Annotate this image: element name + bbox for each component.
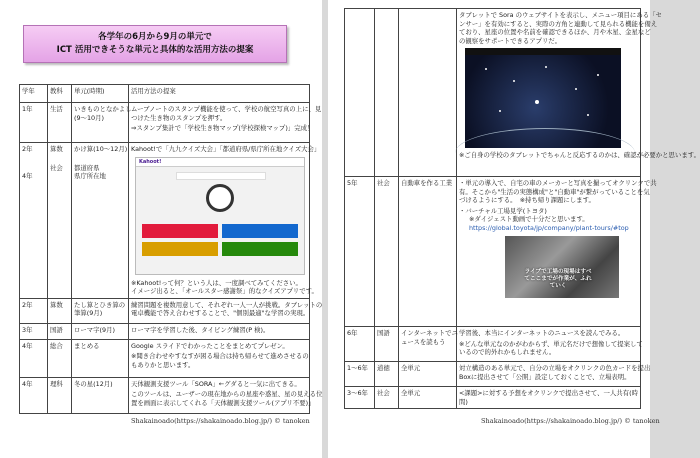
method-line: ンサー」を有効にすると、実際の方角と連動して見られる機能を備え: [459, 19, 658, 28]
kahoot-answer-yellow: [142, 242, 218, 256]
factory-photo-caption: ライブで工場の現場はすべてここまでが作業が、ふれていく: [524, 268, 592, 289]
header-grade: 学年: [20, 85, 48, 103]
kahoot-answer-green: [222, 242, 298, 256]
table-row: [20, 298, 310, 323]
horizon-line: [455, 128, 635, 178]
grade-text: 2年: [22, 145, 33, 153]
cell-grade: [20, 143, 48, 299]
method-line: いるので的外れかもしれません。: [459, 348, 556, 357]
header-unit: 単元(時期): [72, 85, 129, 103]
cell-method: [129, 298, 323, 323]
cell-grade: 2年: [20, 298, 48, 323]
cell-method: [457, 9, 700, 177]
kahoot-answer-red: [142, 224, 218, 238]
cell-grade: [345, 9, 375, 177]
cell-method: [129, 339, 310, 377]
method-line: の観察をサポートできるアプリだ。: [459, 36, 561, 45]
cell-method: [457, 177, 657, 327]
method-line: 有。そこから"生活の実態構成"と"自動車"が繋がっていることを気: [459, 187, 650, 196]
cell-subject: 総合: [48, 339, 72, 377]
cell-grade: 6年: [345, 327, 375, 362]
unit-line: 都道府県: [74, 163, 100, 172]
method-line: Kahoot!で「九九クイズ大会」「都道府県/県庁所在地クイズ大会」: [131, 145, 321, 153]
cell-method: [457, 327, 641, 362]
cell-method: <課題>に対する予想をオクリンクで提出させて、一人共有(時間): [457, 387, 641, 409]
cell-grade: 4年: [20, 377, 48, 413]
cell-subject: 社会: [375, 387, 399, 409]
cell-unit: [399, 327, 457, 362]
cell-unit: [399, 9, 457, 177]
star-icon: [597, 74, 599, 76]
star-icon: [485, 68, 487, 70]
method-line: ※聞き合わせやすなすが困る場合は持ち帰らせて進めさせるの: [131, 352, 309, 361]
cell-subject: 生活: [48, 103, 72, 143]
cell-subject: 国語: [375, 327, 399, 362]
header-subject: 教科: [48, 85, 72, 103]
cell-unit: [72, 143, 129, 299]
cell-grade: 3年: [20, 323, 48, 339]
header-method: 活用方法の提案: [129, 85, 310, 103]
table-row: [20, 143, 310, 299]
subject-text: 算数: [50, 145, 63, 153]
method-line: づけるようにする。 ※持ち帰り課題にします。: [459, 196, 595, 205]
method-line: 練習問題を複数用意して、それぞれ一人一人が挑戦。タブレットの: [131, 300, 323, 309]
table-row: [345, 387, 641, 409]
method-line: Boxに提出させて「公開」設定しておくことで、立場表明。: [459, 372, 631, 381]
left-page: [0, 0, 322, 458]
method-line: 天体観測支援ツール「SORA」←グダると一気に出てきる。: [131, 379, 301, 388]
cell-unit: [72, 103, 132, 143]
method-line: もありかと思います。: [131, 360, 195, 369]
cell-method: [129, 377, 323, 413]
cell-grade: 4年: [20, 339, 48, 377]
method-line: このツールは、ユーザーの現在地からの星座や惑星、星の見える位: [131, 390, 323, 399]
cell-subject: 国語: [48, 323, 72, 339]
cell-method: ローマ字を学習した後、タイピング練習(P 検)。: [129, 323, 310, 339]
cell-subject: 道徳: [375, 362, 399, 387]
method-line: 置を画面に表示してくれる「天体観測支援ツール(アプリ不要)」: [131, 398, 315, 407]
cell-method: [129, 143, 321, 299]
table-row: [345, 9, 641, 177]
title-line-1: 各学年の6月から9月の単元で: [98, 32, 212, 42]
proposal-table-left: [19, 84, 323, 414]
unit-line: いきものとなかよし: [74, 105, 132, 113]
cell-subject: 算数: [48, 298, 72, 323]
kahoot-answer-blue: [222, 224, 298, 238]
cell-subject: [48, 143, 72, 299]
title-banner: [23, 25, 287, 63]
unit-line: インターネットでニ: [401, 329, 458, 337]
kahoot-screenshot: [135, 157, 305, 275]
cell-subject: 社会: [375, 177, 399, 327]
star-icon: [535, 100, 539, 104]
method-line: ※Kahoot!って何？という人は、一度調べてみてください。: [131, 278, 302, 287]
method-line: ※どんな単元なのかがわからず、単元名だけで想像して提案して: [459, 339, 643, 348]
cell-grade: 3～6年: [345, 387, 375, 409]
cell-unit: 全単元: [399, 387, 457, 409]
cell-method: [129, 103, 322, 143]
unit-line: ュースを読もう: [401, 337, 446, 346]
cell-unit: 自動車を作る工業: [399, 177, 457, 327]
star-icon: [513, 80, 515, 82]
table-row: [345, 327, 641, 362]
star-icon: [575, 88, 577, 90]
table-row: [20, 323, 310, 339]
title-line-2: ICT 活用できそうな単元と具体的な活用方法の提案: [56, 45, 254, 55]
grade-text: 4年: [22, 171, 33, 180]
method-line: 電卓機能で答え合わせすることで、"個別最適"な学習の実現。: [131, 309, 310, 318]
method-line: ムーブノートのスタンプ機能を使って、学校の航空写真の上に、見: [131, 105, 322, 113]
cell-unit: 冬の星(12月): [72, 377, 129, 413]
unit-line: たし算とひき算の: [74, 300, 126, 309]
toyota-plant-tour-link[interactable]: https://global.toyota/jp/company/plant-tours/#top: [469, 223, 629, 232]
subject-text: 社会: [50, 163, 63, 172]
cell-unit: ローマ字(9月): [72, 323, 129, 339]
unit-line: 県庁所在地: [74, 172, 106, 181]
cell-unit: まとめる: [72, 339, 129, 377]
table-row: [20, 377, 310, 413]
method-line: ・単元の導入で、自宅の車のメーカーと写真を撮ってオクリンクで共: [459, 179, 657, 187]
footer-credit: Shakainoado(https://shakainoado.blog.jp/) © tanoken: [131, 417, 310, 425]
method-line: イメージ出ると、「オールスター感謝祭」的なクイズアプリです。: [131, 287, 318, 296]
cell-grade: 1～6年: [345, 362, 375, 387]
cell-method: [457, 362, 651, 387]
kahoot-logo: Kahoot!: [136, 158, 304, 167]
sora-star-map-screenshot: [465, 48, 621, 148]
method-note: ※ご自身の学校のタブレットでちゃんと反応するのかは、確認が必要かと思います。: [459, 151, 700, 160]
unit-line: 筆算(9月): [74, 309, 103, 318]
method-line: ・バーチャル工場見学(トヨタ): [459, 206, 547, 215]
kahoot-timer-icon: [206, 184, 234, 212]
footer-credit: Shakainoado(https://shakainoado.blog.jp/) © tanoken: [481, 417, 660, 425]
star-icon: [499, 110, 501, 112]
unit-line: かけ算(10～12月): [74, 145, 128, 153]
proposal-table-right: [344, 8, 700, 409]
kahoot-question-bar: [176, 172, 266, 180]
table-row: [20, 339, 310, 377]
cell-subject: 理科: [48, 377, 72, 413]
cell-unit: 全単元: [399, 362, 457, 387]
cell-grade: 1年: [20, 103, 48, 143]
star-icon: [587, 114, 589, 116]
table-row: [20, 103, 310, 143]
method-line: ※ダイジェスト動画で十分だと思います。: [469, 215, 589, 224]
method-line: 対立構造のある単元で、自分の立場をオクリンクの色カードを提出: [459, 364, 651, 372]
unit-line: (9～10月): [74, 113, 104, 122]
star-icon: [545, 66, 547, 68]
cell-grade: 5年: [345, 177, 375, 327]
factory-photo: [505, 236, 619, 298]
method-line: つけた生き物のスタンプを押す。: [131, 113, 227, 122]
sora-menu-bar: [465, 48, 621, 55]
method-note: ⇒スタンプ集計で「学校生き物マップ(学校探検マップ)」完成！: [131, 124, 314, 133]
cell-subject: [375, 9, 399, 177]
table-row: [345, 177, 641, 327]
cell-unit: [72, 298, 129, 323]
table-row: [345, 362, 641, 387]
method-line: 学習後、本当にインターネットのニュースを読んでみる。: [459, 329, 625, 337]
table-header-row: [20, 85, 310, 103]
method-line: ており、星座の位置や名前を確認できるほか、月や木星、金星など: [459, 28, 651, 37]
method-line: Google スライドでわかったことをまとめてプレゼン。: [131, 341, 289, 350]
method-line: タブレットで Sora のウェブサイトを表示し、メニュー項目にある「セ: [459, 11, 662, 19]
